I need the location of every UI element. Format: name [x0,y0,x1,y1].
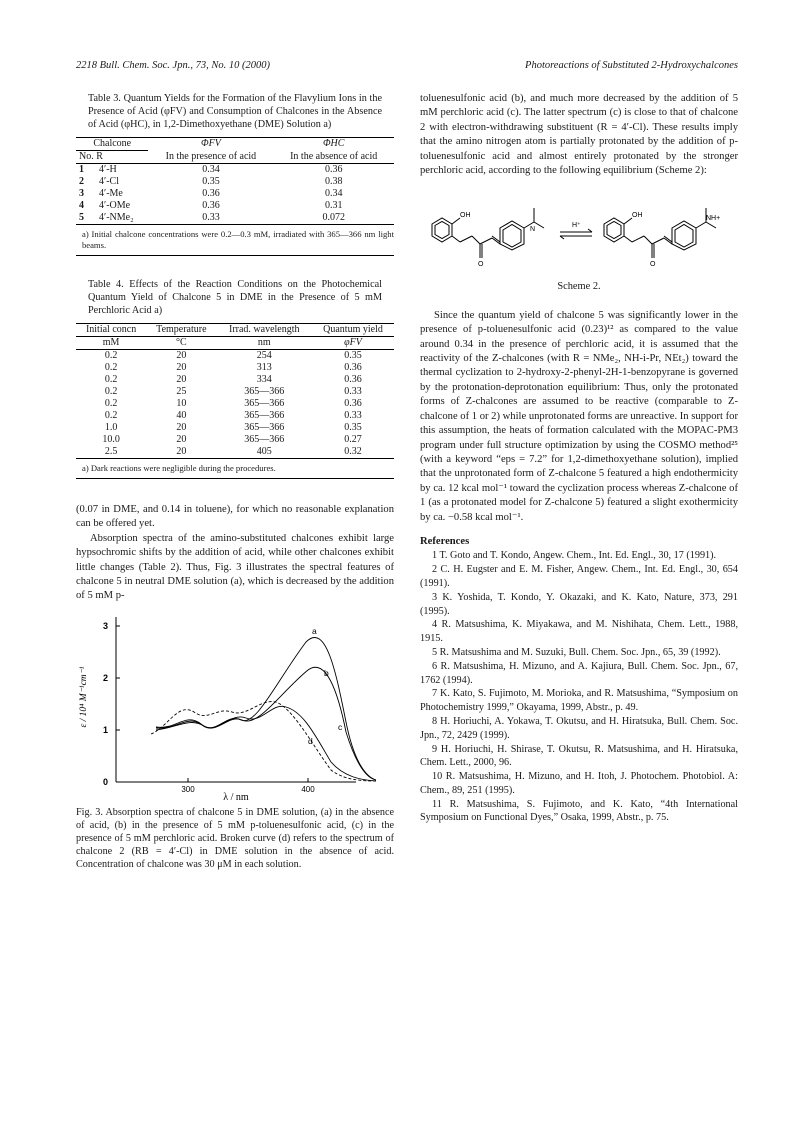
table4-head-temp: Temperature [156,324,207,335]
table3-row [76,212,394,225]
reference-item: 10 R. Matsushima, H. Mizuno, and H. Itoh, J. Photochem. Photobiol. A: Chem., 89, 251 (1995). [420,771,738,796]
table4-caption: Table 4. Effects of the Reaction Conditions on the Photochemical Quantum Yield of Chalcone 5 in DME in the Presence of 5 mM Perchloric Acid a) [88,279,382,316]
table4-cell: 0.2 [104,410,118,421]
scheme-oh-left: OH [460,212,471,220]
table3-caption: Table 3. Quantum Yields for the Formation of the Flavylium Ions in the Presence of Acid (φFV) and Consumption of Chalcones in the Absence of Acid (φHC), in 1,2-Dimethoxyethane (DME) Solution a) [88,93,382,130]
table3-cell: 4 [79,200,84,211]
curve-label: c [338,721,343,732]
table4-row [76,434,394,446]
table4-cell: 365—366 [244,422,285,433]
table3-cell: 0.34 [202,164,220,175]
table4-row [76,374,394,386]
table4-cell: 0.36 [344,398,362,409]
left-paragraph-1: (0.07 in DME, and 0.14 in toluene), for which no reasonable explanation can be offered yet. [76,504,394,530]
table4-unit-fv: φFV [344,337,362,348]
table3-cell: 0.31 [324,200,343,211]
table4-cell: 20 [176,374,187,385]
table4-head-wavelength: Irrad. wavelength [229,324,300,335]
table4-block [76,278,394,479]
table4-cell: 0.32 [344,446,362,457]
table4-head-qy: Quantum yield [323,324,383,335]
table4-cell: 405 [256,446,272,457]
table3-cell: 4′-H [99,164,117,175]
table4-cell: 1.0 [104,422,118,433]
reference-item: 6 R. Matsushima, H. Mizuno, and A. Kajiura, Bull. Chem. Soc. Jpn., 67, 1762 (1994). [420,660,738,686]
table4-cell: 0.33 [344,410,362,421]
table4-cell: 0.35 [344,350,362,361]
scheme-h-plus: H⁺ [572,222,581,230]
table4-row [76,362,394,374]
references-heading: References [420,535,470,547]
reference-item: 9 H. Horiuchi, H. Shirase, T. Okutsu, R. Matsushima, and H. Hiratsuka, Chem. Lett., 2000, 96. [420,743,738,769]
table4-cell: 2.5 [104,446,118,457]
table4-row [76,398,394,410]
scheme-n-left: N [530,226,536,234]
table4-cell: 365—366 [244,410,285,421]
table3-cell: 0.38 [324,176,343,187]
table4-row [76,350,394,363]
figure3-plot [76,612,394,802]
table4-row [76,446,394,459]
table3-head-no: No. R [79,151,103,162]
table4-footnote: a) Dark reactions were negligible during the procedures. [82,463,276,473]
table4-cell: 20 [176,422,187,433]
figure3-caption: Fig. 3. Absorption spectra of chalcone 5 in DME solution, (a) in the absence of acid, (b) in the presence of 5 mM p-toluenesulfonic acid, (c) in the presence of 5 mM perchloric acid. Broken curve (d) refers to the spectrum of chalcone 2 (RB = 4′-Cl) in DME solution in the absence of acid. Concentration of chalcone was 30 μM in each solution. [76,806,394,870]
scheme2-caption: Scheme 2. [557,281,601,293]
reference-item: 1 T. Goto and T. Kondo, Angew. Chem., Int. Ed. Engl., 30, 17 (1991). [432,550,717,562]
scheme-nh-right: NH+ [706,215,721,223]
curve-label: a [312,625,317,636]
x-tick-label: 300 [181,784,195,794]
table4-row [76,422,394,434]
header-right: Photoreactions of Substituted 2-Hydroxychalcones [525,60,738,71]
table4-cell: 0.2 [104,386,118,397]
table3-cell: 1 [79,164,84,175]
table4-row [76,410,394,422]
table3-cell: 0.36 [202,188,220,199]
table3-cell: 0.34 [324,188,343,199]
table3-cell: 5 [79,212,84,223]
table4-cell: 0.35 [344,422,362,433]
table4-cell: 254 [256,350,272,361]
reference-item: 3 K. Yoshida, T. Kondo, Y. Okazaki, and K. Kato, Nature, 373, 291 (1995). [420,591,738,617]
y-tick-label: 3 [102,620,108,631]
table3-head-hc: ΦHC [322,138,345,150]
table3-cell: 4′-Me [99,188,123,199]
table4-cell: 0.33 [344,386,362,397]
table4-cell: 20 [176,434,187,445]
table4-cell: 25 [176,386,187,397]
scheme-o-right: O [650,261,656,269]
table4-cell: 0.2 [104,350,118,361]
table3-block [76,92,394,256]
table4-head-concn: Initial concn [85,324,137,335]
scheme-o-left: O [478,261,484,269]
y-axis-label: ε / 10⁴ M⁻¹cm⁻¹ [79,666,89,728]
table4 [76,323,394,459]
table4-cell: 20 [176,446,187,457]
ring-right-2 [672,221,696,250]
reference-item: 4 R. Matsushima, K. Miyakawa, and M. Nishihata, Chem. Lett., 1988, 1915. [420,619,738,645]
table4-cell: 20 [176,362,187,373]
references-list [420,549,738,825]
table3-cell: 0.36 [202,200,220,211]
table3-head-chalcone: Chalcone [76,138,148,151]
table3-row [76,176,394,188]
table3-cell: 4′-OMe [99,200,131,211]
curve-label: b [324,667,329,678]
table3-cell: 0.36 [324,164,343,175]
right-column [420,92,738,825]
table4-cell: 334 [256,374,272,385]
left-column [76,92,394,877]
table3-row [76,164,394,177]
left-paragraph-2: Absorption spectra of the amino-substituted chalcones exhibit large hypsochromic shifts by the addition of acid, while other chalcones exhibit little changes (Table 2). Thus, Fig. 3 illustrates the spectral features of chalcone 5 in neutral DME solution (a), which is decreased by the addition of 5 mM p- [76,532,394,602]
table3-head-presence: In the presence of acid [165,150,257,162]
table4-unit-mm: mM [102,337,120,348]
reference-item: 7 K. Kato, S. Fujimoto, M. Morioka, and R. Matsushima, “Symposium on Photochemistry 1999,” Okayama, 1999, Abstr., p. 49. [420,688,738,714]
table3-footnote: a) Initial chalcone concentrations were 0.2—0.3 mM, irradiated with 365—366 nm light beams. [82,229,394,250]
table3 [76,137,394,225]
reference-item: 2 C. H. Eugster and E. M. Fisher, Angew. Chem., Int. Ed. Engl., 30, 654 (1991). [420,564,738,589]
reference-item: 5 R. Matsushima and M. Suzuki, Bull. Chem. Soc. Jpn., 65, 39 (1992). [432,646,721,658]
table4-cell: 365—366 [244,386,285,397]
header-left: 2218 Bull. Chem. Soc. Jpn., 73, No. 10 (2000) [76,60,270,71]
table3-cell: 2 [79,176,84,187]
table4-cell: 10 [176,398,187,409]
table4-cell: 365—366 [244,398,285,409]
right-paragraph-2: Since the quantum yield of chalcone 5 was significantly lower in the presence of p-toluenesulfonic acid (0.23)¹² as compared to the value around 0.34 in the presence of perchloric acid, it is assumed that the reactivity of the Z-chalcones (with R = NMe₂, NH-i-Pr, NEt₂) toward the thermal cyclization to 2-hydroxy-2-phenyl-2H-1-benzopyrane is governed by the protonation-deprotonation equilibrium: Thus, only the protonated forms of Z-chalcones are assumed to be reactive (comparable to Z-chalcone of 1 or 2) while unprotonated forms are unreactive. In support for this assumption, the heats of formation calculated with the MOPAC-PM3 program under full structure optimization by using the COSMO method²⁵ (with a keyword “eps = 7.2” for 1,2-dimethoxyethane solution), implied that the unprotonated form of Z-chalcone 5 featured a high endothermicity by ca. 12 kcal mol⁻¹ toward the cyclization process whereas Z-chalcone of 1 (as a protonated model for Z-chalcone 5) featured a slight exothermicity by ca. −0.58 kcal mol⁻¹. [420,309,738,523]
curve-label: d [308,735,313,746]
table4-cell: 365—366 [244,434,285,445]
table4-unit-nm: nm [257,337,271,348]
table4-cell: 0.2 [104,398,118,409]
reference-item: 8 H. Horiuchi, A. Yokawa, T. Okutsu, and H. Hiratsuka, Bull. Chem. Soc. Jpn., 72, 2429 (1999). [420,715,738,741]
table4-cell: 0.27 [344,434,362,445]
scheme2 [420,180,738,282]
ring-left-2 [500,221,524,250]
table4-unit-c: °C [176,337,187,348]
table3-cell: 4′-NMe₂ [99,212,134,223]
table3-row [76,200,394,212]
table4-cell: 0.2 [104,374,118,385]
table4-row [76,386,394,398]
table3-cell: 3 [79,188,84,199]
table4-cell: 0.36 [344,374,362,385]
y-tick-label: 0 [102,776,108,787]
table4-cell: 10.0 [102,434,120,445]
right-paragraph-1: toluenesulfonic acid (b), and much more decreased by the addition of 5 mM perchloric acid (c). The latter spectrum (c) is close to that of chalcone 2 with electron-withdrawing substituent (R = 4′-Cl). These results imply that the amino nitrogen atom is partially protonated by the addition of p-toluenesulfonic acid and almost entirely protonated by the stronger perchloric acid, according to the following equilibrium (Scheme 2): [420,93,738,177]
x-axis-label: λ / nm [223,791,249,802]
reference-item: 11 R. Matsushima, S. Fujimoto, and K. Kato, “4th International Symposium on Functional Dyes,” Osaka, 1999, Abstr., p. 75. [420,798,738,824]
x-tick-label: 400 [301,784,315,794]
table4-cell: 40 [176,410,187,421]
table3-cell: 0.35 [202,176,220,187]
table3-cell: 4′-Cl [99,176,119,187]
table4-cell: 0.2 [104,362,118,373]
table3-head-fv: ΦFV [201,138,221,150]
table4-cell: 313 [256,362,272,373]
table3-cell: 0.33 [202,212,220,223]
table3-row [76,188,394,200]
curve-a [156,637,376,780]
table3-cell: 0.072 [322,212,345,223]
scheme-oh-right: OH [632,212,643,220]
y-tick-label: 2 [102,672,108,683]
table4-cell: 0.36 [344,362,362,373]
curve-b [156,667,376,780]
table4-cell: 20 [176,350,187,361]
scheme2-drawing [420,180,738,278]
y-tick-label: 1 [102,724,108,735]
table3-head-absence: In the absence of acid [290,150,378,162]
figure3 [76,612,394,802]
